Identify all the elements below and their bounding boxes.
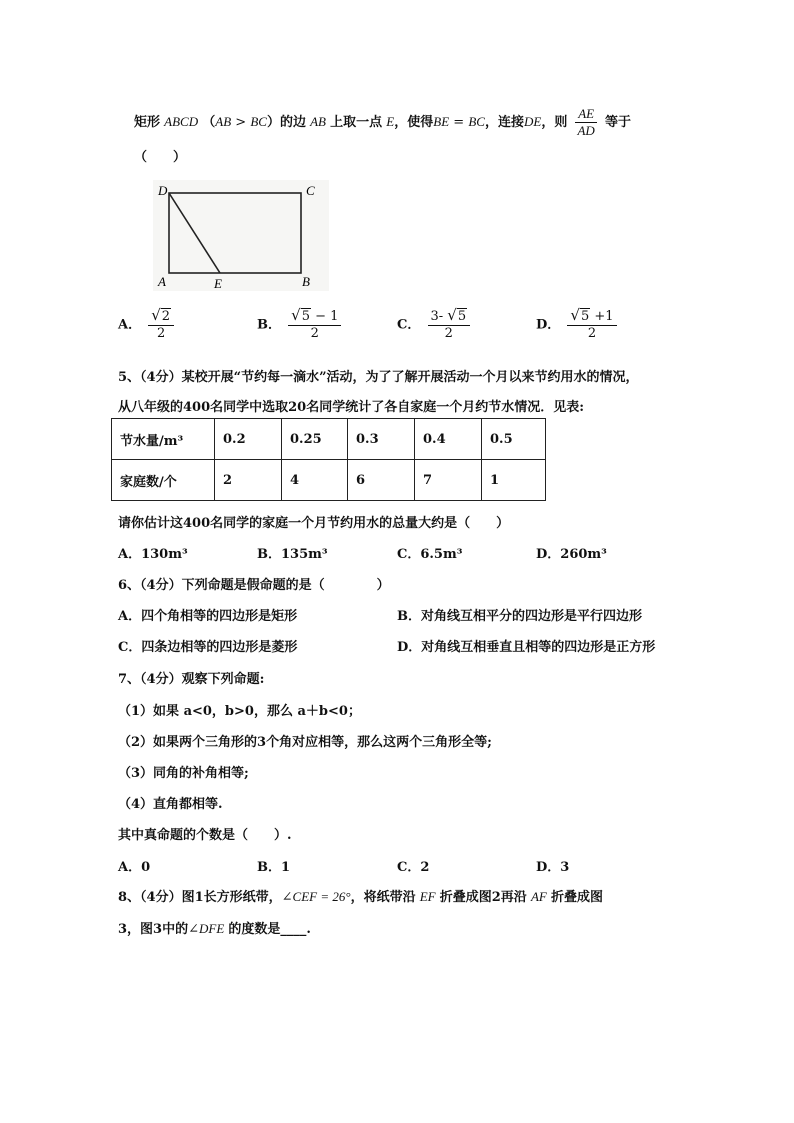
option-letter: C． xyxy=(397,317,421,333)
q4-stem-text: ，则 xyxy=(541,115,568,130)
q8-math: EF xyxy=(419,889,436,904)
q4-math: ABCD xyxy=(164,114,199,129)
label-a: A xyxy=(158,274,166,289)
q5-line2: 从八年级的400名同学中选取20名同学统计了各自家庭一个月约节水情况．见表: xyxy=(118,400,585,415)
option-letter: A． xyxy=(118,317,142,333)
q4-math: AB xyxy=(215,114,232,129)
q8-text: ，将纸带沿 xyxy=(350,890,416,905)
q7-option-b[interactable]: B．1 xyxy=(257,860,291,875)
q4-option-d[interactable] xyxy=(536,308,620,342)
q8-text: 折叠成图 xyxy=(550,890,603,905)
q5-option-b[interactable]: B．135m³ xyxy=(257,547,328,562)
table-row-label: 家庭数/个 xyxy=(112,460,215,501)
q5-question: 请你估计这400名同学的家庭一个月节约用水的总量大约是（ ） xyxy=(118,516,510,531)
q4-stem-text: 矩形 xyxy=(134,115,161,130)
frac-den: 2 xyxy=(587,326,597,341)
table-cell: 2 xyxy=(215,460,282,501)
q8-text: 3，图3中的 xyxy=(118,922,189,937)
q4-option-a[interactable] xyxy=(118,308,177,342)
q4-fraction xyxy=(574,106,597,139)
table-cell: 6 xyxy=(348,460,415,501)
table-cell: 7 xyxy=(415,460,482,501)
q4-math: BC xyxy=(250,114,267,129)
table-cell: 0.2 xyxy=(215,419,282,460)
q4-math: DE xyxy=(523,114,542,129)
num-prefix: 3- xyxy=(430,309,448,324)
q6-option-a[interactable]: A．四个角相等的四边形是矩形 xyxy=(118,609,298,624)
sqrt-value: 2 xyxy=(161,309,171,324)
sqrt-value: 5 xyxy=(580,309,590,324)
q7-option-d[interactable]: D．3 xyxy=(536,860,570,875)
table-cell: 0.5 xyxy=(482,419,546,460)
q5-option-c[interactable]: C．6.5m³ xyxy=(397,547,463,562)
option-letter: B． xyxy=(257,317,281,333)
q8-text: 8、（4分）图1长方形纸带， xyxy=(118,890,282,905)
q4-stem-text: ）的边 xyxy=(266,115,306,130)
q7-item-2: （2）如果两个三角形的3个角对应相等，那么这两个三角形全等; xyxy=(118,735,492,750)
q4-option-b[interactable] xyxy=(257,308,344,342)
q4-frac-num: AE xyxy=(575,106,597,123)
q4-math: BC xyxy=(468,114,485,129)
q7-item-4: （4）直角都相等. xyxy=(118,797,223,812)
num-rest: − 1 xyxy=(310,309,339,324)
q8-line1 xyxy=(118,886,603,905)
label-b: B xyxy=(302,274,310,289)
q4-paren: （ ） xyxy=(134,150,187,165)
table-cell: 0.4 xyxy=(415,419,482,460)
water-table xyxy=(111,418,546,501)
q6-option-c[interactable]: C．四条边相等的四边形是菱形 xyxy=(118,640,298,655)
frac-den: 2 xyxy=(444,326,453,341)
num-rest: +1 xyxy=(590,309,614,324)
table-cell: 0.25 xyxy=(282,419,348,460)
q4-math: E xyxy=(386,114,395,129)
label-e: E xyxy=(214,276,222,291)
q4-stem-text: ，连接 xyxy=(484,115,524,130)
q4-stem-text: 上取一点 xyxy=(330,115,383,130)
q4-stem xyxy=(134,106,631,139)
q4-math: > xyxy=(231,115,251,130)
q7-stem: 7、（4分）观察下列命题: xyxy=(118,672,265,687)
sqrt-value: 5 xyxy=(457,309,467,324)
q6-option-d[interactable]: D．对角线互相垂直且相等的四边形是正方形 xyxy=(397,640,656,655)
rectangle-figure xyxy=(150,178,330,292)
option-fraction: 3- √ 5 2 xyxy=(428,308,471,342)
table-cell: 0.3 xyxy=(348,419,415,460)
table-row xyxy=(112,419,546,460)
q8-line2 xyxy=(118,918,311,937)
table-cell: 1 xyxy=(482,460,546,501)
q7-option-a[interactable]: A．0 xyxy=(118,860,151,875)
q4-math: BE xyxy=(433,114,450,129)
option-fraction: √ 2 2 xyxy=(148,308,174,342)
q5-option-a[interactable]: A．130m³ xyxy=(118,547,188,562)
table-cell: 4 xyxy=(282,460,348,501)
option-letter: D． xyxy=(536,317,561,333)
q8-math: ∠DFE xyxy=(188,921,225,936)
q4-math: = xyxy=(449,115,469,130)
q8-math: AF xyxy=(530,889,547,904)
q5-line1: 5、（4分）某校开展“节约每一滴水”活动，为了了解开展活动一个月以来节约用水的情况， xyxy=(118,370,639,385)
frac-den: 2 xyxy=(157,326,166,341)
label-d: D xyxy=(158,183,168,198)
q4-math: AB xyxy=(310,114,326,129)
option-fraction: √ 5 − 1 2 xyxy=(288,308,341,342)
q8-text: 的度数是____. xyxy=(228,922,311,937)
sqrt-value: 5 xyxy=(301,309,310,324)
q4-stem-text: （ xyxy=(202,115,216,130)
q4-frac-den: AD xyxy=(577,123,595,138)
label-c: C xyxy=(306,183,315,198)
q4-option-c[interactable] xyxy=(397,308,473,342)
q8-text: 折叠成图2再沿 xyxy=(439,890,527,905)
q7-option-c[interactable]: C．2 xyxy=(397,860,430,875)
q7-question: 其中真命题的个数是（ ）. xyxy=(118,828,292,843)
option-fraction: √ 5 +1 2 xyxy=(567,308,616,342)
q6-option-b[interactable]: B．对角线互相平分的四边形是平行四边形 xyxy=(397,609,642,624)
q4-stem-text: 等于 xyxy=(604,115,631,130)
q5-option-d[interactable]: D．260m³ xyxy=(536,547,607,562)
frac-den: 2 xyxy=(310,326,319,341)
table-row-label: 节水量/m³ xyxy=(112,419,215,460)
q7-item-3: （3）同角的补角相等; xyxy=(118,766,249,781)
q7-item-1: （1）如果 a<0，b>0，那么 a＋b<0； xyxy=(118,704,361,719)
table-row xyxy=(112,460,546,501)
q4-stem-text: ，使得 xyxy=(394,115,434,130)
q8-math: ∠CEF = 26° xyxy=(281,889,351,904)
q6-stem: 6、（4分）下列命题是假命题的是（ ） xyxy=(118,578,390,593)
